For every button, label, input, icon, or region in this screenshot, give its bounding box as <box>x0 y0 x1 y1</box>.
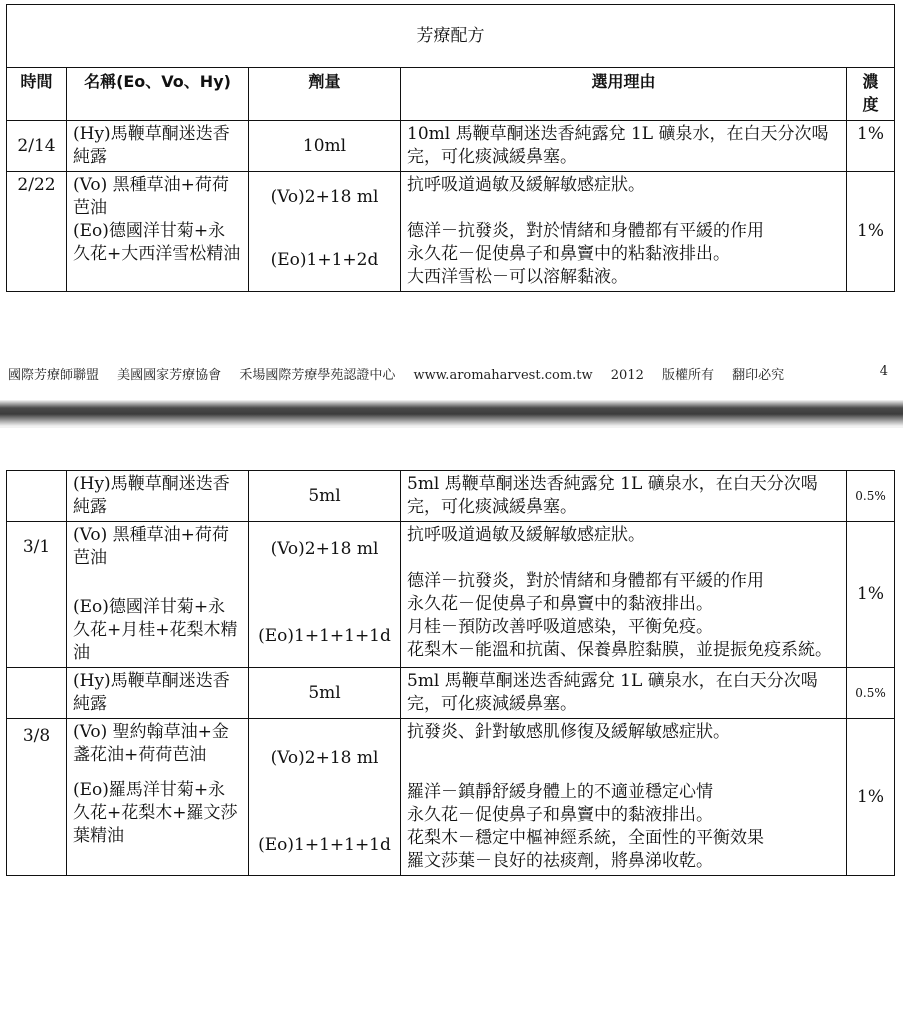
row-reason: 5ml 馬鞭草酮迷迭香純露兌 1L 礦泉水，在白天分次喝完，可化痰減緩鼻塞。 <box>401 471 847 522</box>
header-dose: 劑量 <box>249 68 401 121</box>
table-row <box>7 121 895 172</box>
footer-rights: 版權所有 <box>662 368 715 383</box>
essential-oil-dose: (Eo)1+1+1+1d <box>258 626 391 646</box>
reason-line: 德洋－抗發炎，對於情緒和身體都有平緩的作用 <box>407 571 764 591</box>
row-time: 2/22 <box>7 172 67 292</box>
row-concentration: 1% <box>847 172 895 292</box>
footer-url: www.aromaharvest.com.tw <box>413 368 593 383</box>
row-dose <box>249 522 401 668</box>
footer-no-reproduction: 翻印必究 <box>732 368 785 383</box>
footer-org: 美國國家芳療協會 <box>117 368 222 383</box>
row-dose: 10ml <box>249 121 401 172</box>
row-time <box>7 668 67 719</box>
carrier-oil-dose: (Vo)2+18 ml <box>270 187 379 207</box>
reason-line: 永久花－促使鼻子和鼻竇中的黏液排出。 <box>407 594 713 614</box>
reason-line: 大西洋雪松－可以溶解黏液。 <box>407 267 628 287</box>
row-concentration: 0.5% <box>847 471 895 522</box>
header-concentration: 濃 度 <box>847 68 895 121</box>
row-reason: 5ml 馬鞭草酮迷迭香純露兌 1L 礦泉水，在白天分次喝完，可化痰減緩鼻塞。 <box>401 668 847 719</box>
footer-org: 國際芳療師聯盟 <box>8 368 100 383</box>
table-row <box>7 172 895 292</box>
row-time <box>7 471 67 522</box>
reason-line: 永久花－促使鼻子和鼻竇中的粘黏液排出。 <box>407 244 730 264</box>
reason-line <box>407 744 840 767</box>
reason-line: 抗發炎、針對敏感肌修復及緩解敏感症狀。 <box>407 722 730 742</box>
reason-line <box>407 767 840 781</box>
reason-line: 花梨木－穩定中樞神經系統，全面性的平衡效果 <box>407 828 764 848</box>
table-row <box>7 668 895 719</box>
carrier-oil-name: (Vo) 黑種草油+荷荷芭油 <box>73 175 229 218</box>
reason-line: 永久花－促使鼻子和鼻竇中的黏液排出。 <box>407 805 713 825</box>
reason-line <box>407 197 840 220</box>
table-row <box>7 471 895 522</box>
page-footer <box>8 364 888 383</box>
reason-line: 花梨木－能溫和抗菌、保養鼻腔黏膜，並提振免疫系統。 <box>407 640 832 660</box>
reason-line: 月桂－預防改善呼吸道感染，平衡免疫。 <box>407 617 713 637</box>
footer-org: 禾場國際芳療學苑認證中心 <box>239 368 396 383</box>
aroma-formula-table-continued <box>6 470 895 876</box>
row-reason <box>401 172 847 292</box>
table-header-row <box>7 68 895 121</box>
row-dose <box>249 719 401 876</box>
table-title: 芳療配方 <box>7 5 895 68</box>
table-row <box>7 719 895 876</box>
row-name <box>67 522 249 668</box>
reason-line: 羅洋－鎮靜舒緩身體上的不適並穩定心情 <box>407 782 713 802</box>
row-time: 2/14 <box>7 121 67 172</box>
row-reason <box>401 719 847 876</box>
essential-oil-name: (Eo)德國洋甘菊+永久花+月桂+花梨木精油 <box>73 597 238 663</box>
row-name <box>67 172 249 292</box>
row-time: 3/8 <box>7 719 67 876</box>
row-concentration: 1% <box>847 121 895 172</box>
carrier-oil-name: (Vo) 聖約翰草油+金盞花油+荷荷芭油 <box>73 722 229 765</box>
header-time: 時間 <box>7 68 67 121</box>
row-reason <box>401 522 847 668</box>
row-name <box>67 719 249 876</box>
carrier-oil-dose: (Vo)2+18 ml <box>270 748 379 768</box>
reason-line: 德洋－抗發炎，對於情緒和身體都有平緩的作用 <box>407 221 764 241</box>
header-reason: 選用理由 <box>401 68 847 121</box>
row-concentration: 0.5% <box>847 668 895 719</box>
row-name: (Hy)馬鞭草酮迷迭香純露 <box>67 668 249 719</box>
reason-line: 抗呼吸道過敏及緩解敏感症狀。 <box>407 175 645 195</box>
reason-line <box>407 547 840 570</box>
carrier-oil-name: (Vo) 黑種草油+荷荷芭油 <box>73 525 229 568</box>
reason-line: 羅文莎葉－良好的祛痰劑，將鼻涕收乾。 <box>407 851 713 871</box>
carrier-oil-dose: (Vo)2+18 ml <box>270 539 379 559</box>
footer-year: 2012 <box>610 368 644 383</box>
row-name: (Hy)馬鞭草酮迷迭香純露 <box>67 121 249 172</box>
page-number: 4 <box>879 364 888 379</box>
row-time: 3/1 <box>7 522 67 668</box>
essential-oil-dose: (Eo)1+1+2d <box>270 250 379 270</box>
essential-oil-name: (Eo)羅馬洋甘菊+永久花+花梨木+羅文莎葉精油 <box>73 780 238 846</box>
reason-line: 抗呼吸道過敏及緩解敏感症狀。 <box>407 525 645 545</box>
document-page-top <box>0 0 903 400</box>
page-separator <box>0 400 903 428</box>
essential-oil-dose: (Eo)1+1+1+1d <box>258 835 391 855</box>
row-concentration: 1% <box>847 522 895 668</box>
essential-oil-name: (Eo)德國洋甘菊+永久花+大西洋雪松精油 <box>73 221 241 264</box>
row-dose: 5ml <box>249 668 401 719</box>
row-concentration: 1% <box>847 719 895 876</box>
header-name: 名稱(Eo、Vo、Hy) <box>67 68 249 121</box>
row-reason: 10ml 馬鞭草酮迷迭香純露兌 1L 礦泉水，在白天分次喝完，可化痰減緩鼻塞。 <box>401 121 847 172</box>
aroma-formula-table <box>6 4 895 292</box>
row-dose <box>249 172 401 292</box>
row-name: (Hy)馬鞭草酮迷迭香純露 <box>67 471 249 522</box>
table-row <box>7 522 895 668</box>
row-dose: 5ml <box>249 471 401 522</box>
